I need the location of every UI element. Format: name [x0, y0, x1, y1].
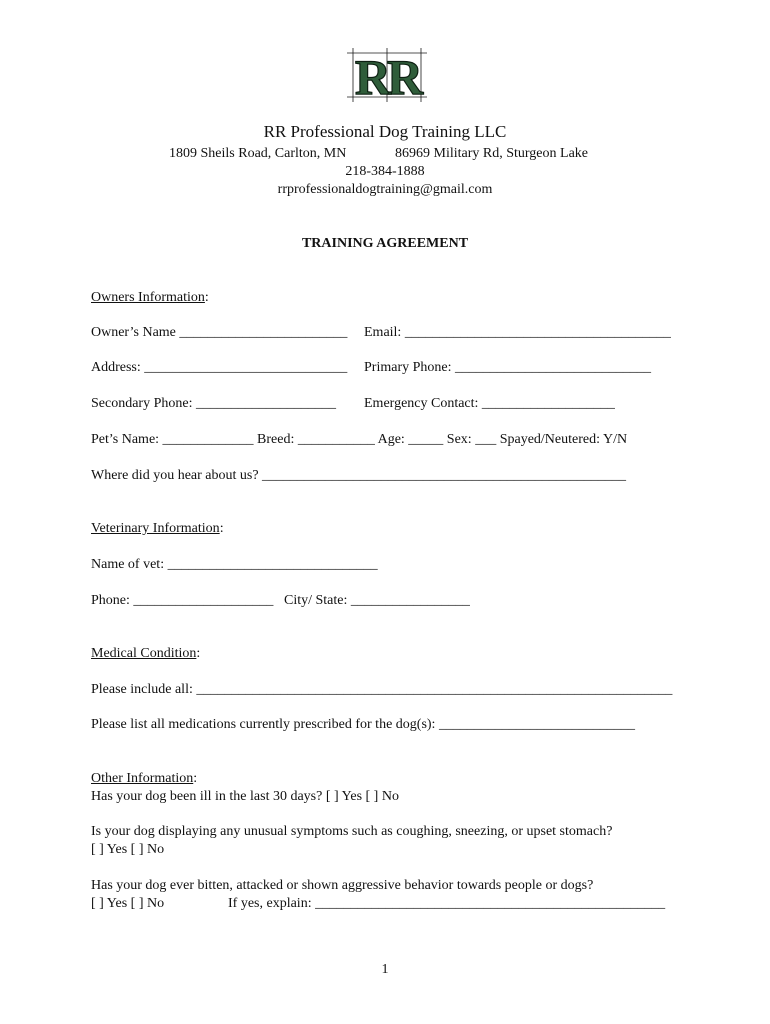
referral-source-field[interactable]: Where did you hear about us? ____________________________________________________	[91, 468, 627, 483]
medical-conditions-field[interactable]: Please include all: ____________________________________________________________________	[91, 682, 673, 697]
owners-section-heading	[91, 290, 209, 306]
medications-field[interactable]: Please list all medications currently prescribed for the dog(s): ____________________________	[91, 717, 635, 732]
medical-section-label: Medical Condition	[91, 646, 197, 661]
symptoms-question: Is your dog displaying any unusual symptoms such as coughing, sneezing, or upset stomach?	[91, 824, 613, 839]
page-number: 1	[381, 962, 389, 977]
owner-name-field[interactable]: Owner’s Name ________________________	[91, 325, 348, 340]
other-section-colon: :	[193, 771, 198, 786]
bitten-question: Has your dog ever bitten, attacked or shown aggressive behavior towards people or dogs?	[91, 878, 594, 893]
owners-section-label: Owners Information	[91, 290, 205, 305]
bitten-explain-field[interactable]: If yes, explain: __________________________________________________	[228, 896, 666, 911]
document-title: TRAINING AGREEMENT	[301, 236, 469, 251]
company-logo	[345, 47, 429, 103]
medical-section-colon: :	[196, 646, 201, 661]
secondary-phone-field[interactable]: Secondary Phone: ____________________	[91, 396, 336, 411]
other-section-label: Other Information	[91, 771, 194, 786]
ill-question[interactable]: Has your dog been ill in the last 30 days? [ ] Yes [ ] No	[91, 789, 399, 804]
owners-section-colon: :	[204, 290, 209, 305]
primary-phone-field[interactable]: Primary Phone: ____________________________	[364, 360, 651, 375]
vet-name-field[interactable]: Name of vet: ______________________________	[91, 557, 378, 572]
symptoms-answer[interactable]: [ ] Yes [ ] No	[91, 842, 165, 857]
phone-number: 218-384-1888	[345, 164, 425, 179]
pet-details-field[interactable]: Pet’s Name: _____________ Breed: ___________ Age: _____ Sex: ___ Spayed/Neutered: Y/N	[91, 432, 628, 447]
medical-section-heading	[91, 646, 200, 662]
other-section-heading	[91, 771, 197, 787]
vet-city-state-field[interactable]: City/ State: _________________	[284, 593, 470, 608]
owner-address-field[interactable]: Address: _____________________________	[91, 360, 348, 375]
emergency-contact-field[interactable]: Emergency Contact: ___________________	[364, 396, 615, 411]
company-name: RR Professional Dog Training LLC	[263, 122, 507, 141]
email-address: rrprofessionaldogtraining@gmail.com	[277, 182, 493, 197]
address-right: 86969 Military Rd, Sturgeon Lake	[395, 146, 588, 161]
vet-section-colon: :	[219, 521, 224, 536]
bitten-answer[interactable]: [ ] Yes [ ] No	[91, 896, 165, 911]
logo-text: RR	[354, 49, 420, 103]
vet-section-label: Veterinary Information	[91, 521, 220, 536]
vet-section-heading	[91, 521, 224, 537]
owner-email-field[interactable]: Email: ______________________________________	[364, 325, 671, 340]
address-left: 1809 Sheils Road, Carlton, MN	[169, 146, 347, 161]
vet-phone-field[interactable]: Phone: ____________________	[91, 593, 274, 608]
